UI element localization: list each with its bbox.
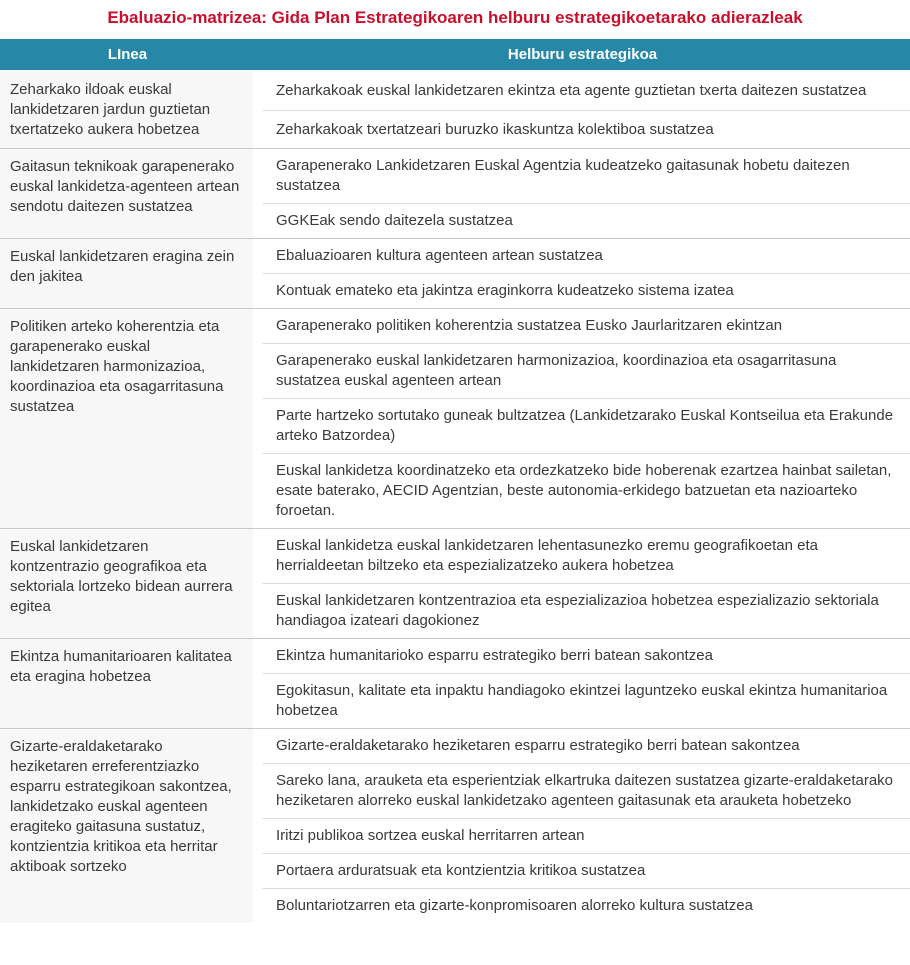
- helburu-cell: [263, 273, 910, 308]
- helburu-list: [263, 729, 910, 923]
- helburu-cell: [263, 203, 910, 238]
- linea-cell: Gaitasun teknikoak garapenerako euskal lankidetza-agenteen artean sendotu daitezen sustatzea: [0, 149, 253, 238]
- helburu-cell: [263, 888, 910, 923]
- helburu-text: Egokitasun, kalitate eta inpaktu handiagoko ekintzei laguntzeko euskal ekintza humanitarioa hobetzea: [276, 682, 888, 720]
- table-body: [0, 72, 910, 923]
- helburu-list: [263, 149, 910, 238]
- helburu-text: Gizarte-eraldaketarako heziketaren esparru estrategiko berri batean sakontzea: [276, 737, 800, 755]
- linea-cell: Euskal lankidetzaren eragina zein den jakitea: [0, 239, 253, 308]
- helburu-text: Parte hartzeko sortutako guneak bultzatzea (Lankidetzarako Euskal Kontseilua eta Erakunde arteko Batzordea): [276, 407, 894, 445]
- evaluation-matrix-table: [0, 39, 910, 923]
- column-gutter: [253, 529, 263, 638]
- helburu-list: [263, 239, 910, 308]
- helburu-text: Zeharkakoak euskal lankidetzaren ekintza eta agente guztietan txerta daitezen sustatzea: [276, 82, 867, 100]
- linea-cell: Ekintza humanitarioaren kalitatea eta eragina hobetzea: [0, 639, 253, 728]
- table-row-group: [0, 728, 910, 923]
- table-row-group: [0, 148, 910, 238]
- table-row-group: [0, 238, 910, 308]
- helburu-text: Garapenerako euskal lankidetzaren harmonizazioa, koordinazioa eta osagarritasuna sustatzea euskal agenteen artean: [276, 352, 837, 390]
- helburu-cell: [263, 110, 910, 149]
- helburu-text: Euskal lankidetzaren kontzentrazioa eta espezializazioa hobetzea espezializazio sektoriala handiagoa izateari dagokionez: [276, 592, 879, 630]
- helburu-text: Iritzi publikoa sortzea euskal herritarren artean: [276, 827, 585, 845]
- helburu-cell: [263, 853, 910, 888]
- linea-cell: Zeharkako ildoak euskal lankidetzaren jardun guztietan txertatzeko aukera hobetzea: [0, 72, 253, 148]
- helburu-cell: [263, 343, 910, 398]
- helburu-text: Boluntariotzarren eta gizarte-konpromisoaren alorreko kultura sustatzea: [276, 897, 753, 915]
- helburu-list: [263, 529, 910, 638]
- column-gutter: [253, 309, 263, 528]
- column-gutter: [253, 729, 263, 923]
- helburu-text: GGKEak sendo daitezela sustatzea: [276, 212, 513, 230]
- helburu-cell: [263, 583, 910, 638]
- helburu-text: Garapenerako Lankidetzaren Euskal Agentzia kudeatzeko gaitasunak hobetu daitezen sustatzea: [276, 157, 850, 195]
- helburu-text: Zeharkakoak txertatzeari buruzko ikaskuntza kolektiboa sustatzea: [276, 120, 714, 138]
- helburu-text: Kontuak emateko eta jakintza eraginkorra kudeatzeko sistema izatea: [276, 282, 734, 300]
- helburu-text: Portaera arduratsuak eta kontzientzia kritikoa sustatzea: [276, 862, 646, 880]
- column-gutter: [253, 639, 263, 728]
- helburu-list: [263, 72, 910, 148]
- column-header-helburu-estrategikoa: Helburu estrategikoa: [507, 46, 658, 64]
- helburu-list: [263, 309, 910, 528]
- helburu-text: Ebaluazioaren kultura agenteen artean sustatzea: [276, 247, 603, 265]
- helburu-text: Garapenerako politiken koherentzia sustatzea Eusko Jaurlaritzaren ekintzan: [276, 317, 783, 335]
- table-row-group: [0, 72, 910, 148]
- helburu-text: Ekintza humanitarioko esparru estrategiko berri batean sakontzea: [276, 647, 713, 665]
- linea-cell: Euskal lankidetzaren kontzentrazio geografikoa eta sektoriala lortzeko bidean aurrera egitea: [0, 529, 253, 638]
- helburu-cell: [263, 239, 910, 273]
- helburu-text: Euskal lankidetza koordinatzeko eta ordezkatzeko bide hoberenak ezartzea hainbat sailetan, esate baterako, AECID Agentzian, beste autonomia-erkidego batzuetan eta nazioarteko foroetan.: [276, 462, 892, 520]
- helburu-cell: [263, 398, 910, 453]
- linea-cell: Gizarte-eraldaketarako heziketaren erreferentziazko esparru estrategikoan sakontzea, lankidetzako euskal agenteen eragiteko gaitasuna sustatuz, kontzientzia kritikoa eta herritar aktiboak sortzeko: [0, 729, 253, 923]
- helburu-cell: [263, 729, 910, 763]
- table-row-group: [0, 308, 910, 528]
- column-gutter: [253, 149, 263, 238]
- helburu-cell: [263, 818, 910, 853]
- helburu-cell: [263, 529, 910, 583]
- column-gutter: [253, 239, 263, 308]
- page-title: Ebaluazio-matrizea: Gida Plan Estrategikoaren helburu estrategikoetarako adierazleak: [107, 8, 803, 27]
- table-row-group: [0, 638, 910, 728]
- helburu-cell: [263, 72, 910, 110]
- column-header-linea: LInea: [107, 46, 148, 64]
- helburu-cell: [263, 673, 910, 728]
- column-gutter: [253, 72, 263, 148]
- helburu-cell: [263, 453, 910, 528]
- linea-cell: Politiken arteko koherentzia eta garapenerako euskal lankidetzaren harmonizazioa, koordinazioa eta osagarritasuna sustatzea: [0, 309, 253, 528]
- helburu-text: Euskal lankidetza euskal lankidetzaren lehentasunezko eremu geografikoetan eta herrialdeetan biltzeko eta espezializatzeko aukera hobetzea: [276, 537, 819, 575]
- helburu-list: [263, 639, 910, 728]
- helburu-cell: [263, 309, 910, 343]
- table-row-group: [0, 528, 910, 638]
- helburu-text: Sareko lana, arauketa eta esperientziak elkartruka daitezen sustatzea gizarte-eraldaketarako heziketaren alorreko euskal lankidetzako agenteen gaitasunak eta arauketa hobetzeko: [276, 772, 894, 810]
- helburu-cell: [263, 639, 910, 673]
- table-header-row: [0, 39, 910, 70]
- helburu-cell: [263, 149, 910, 203]
- helburu-cell: [263, 763, 910, 818]
